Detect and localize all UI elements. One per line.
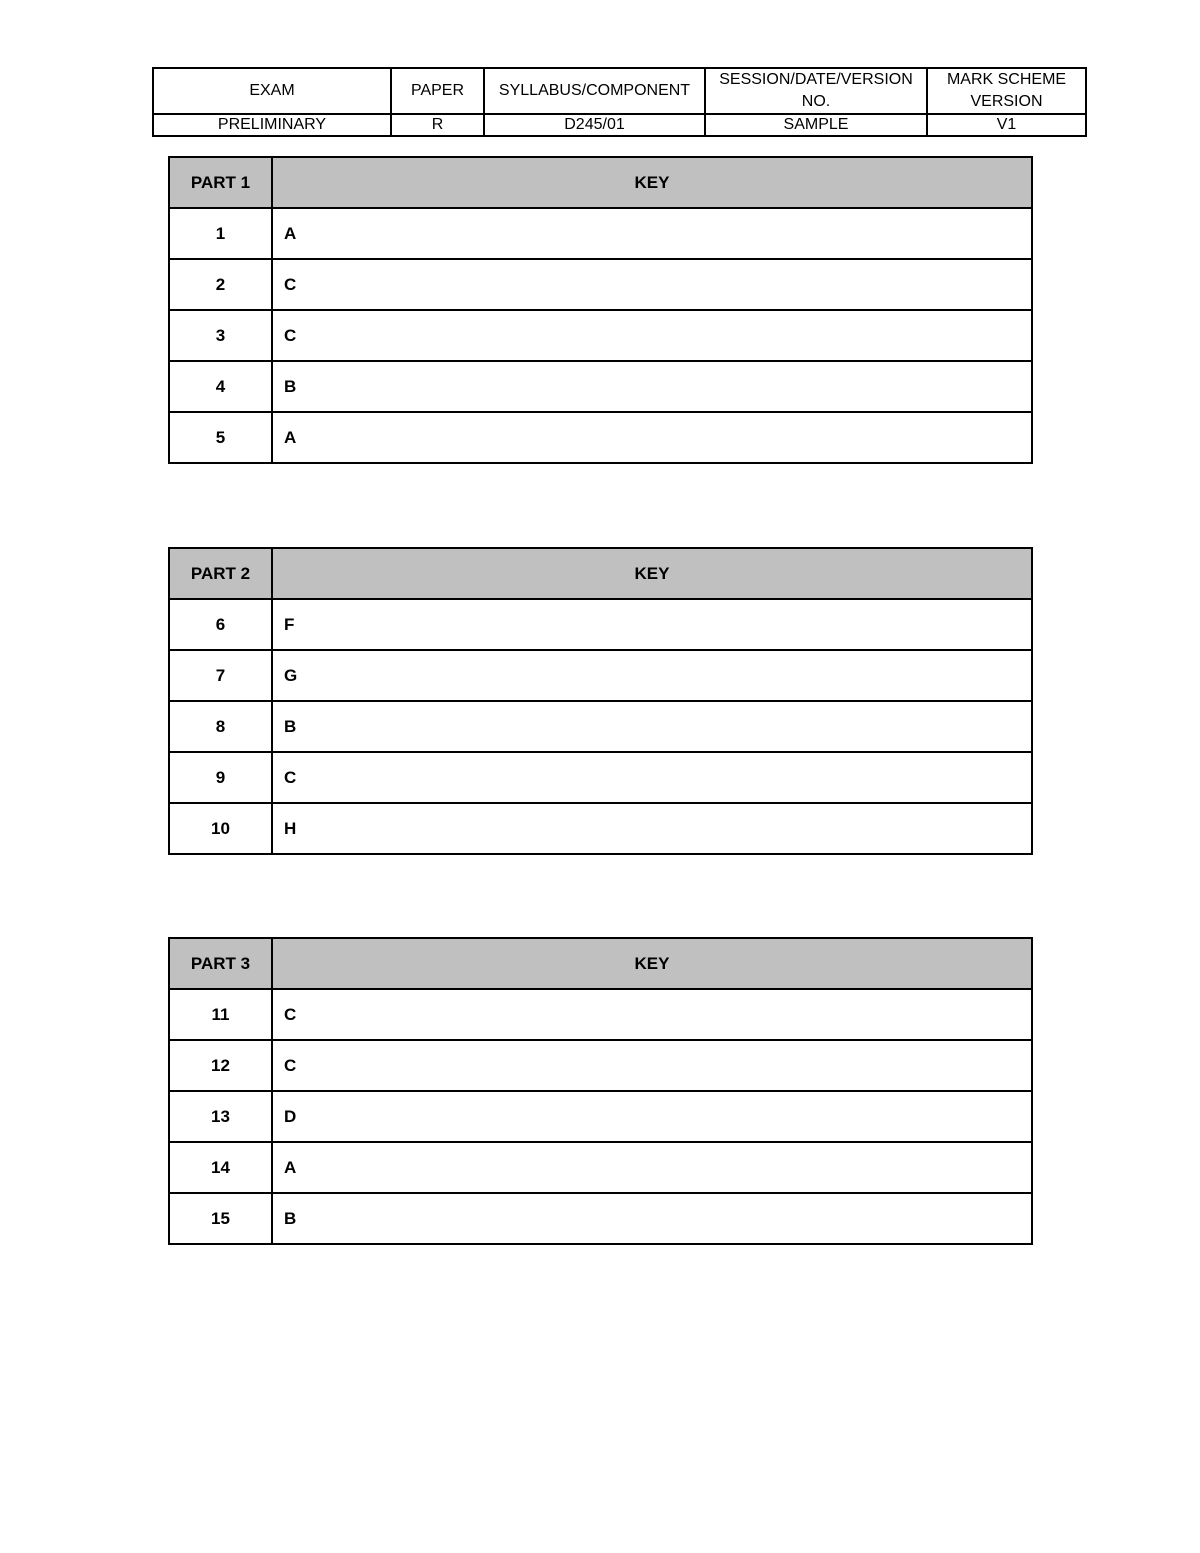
header-label-exam: EXAM — [153, 68, 391, 114]
header-label-session: SESSION/DATE/VERSION NO. — [705, 68, 927, 114]
question-number: 13 — [169, 1091, 272, 1142]
question-number: 5 — [169, 412, 272, 463]
key-column-header: KEY — [272, 548, 1032, 599]
answer-key: C — [272, 310, 1032, 361]
question-number: 6 — [169, 599, 272, 650]
header-values-row — [153, 114, 1086, 136]
question-number: 14 — [169, 1142, 272, 1193]
answer-key: D — [272, 1091, 1032, 1142]
table-row — [169, 599, 1032, 650]
header-value-session: SAMPLE — [705, 114, 927, 136]
table-row — [169, 208, 1032, 259]
header-label-version: MARK SCHEME VERSION — [927, 68, 1086, 114]
question-number: 9 — [169, 752, 272, 803]
answer-key: G — [272, 650, 1032, 701]
header-label-syllabus: SYLLABUS/COMPONENT — [484, 68, 705, 114]
table-row — [169, 1091, 1032, 1142]
header-value-exam: PRELIMINARY — [153, 114, 391, 136]
question-number: 4 — [169, 361, 272, 412]
table-row — [169, 752, 1032, 803]
key-column-header: KEY — [272, 157, 1032, 208]
answer-key: A — [272, 208, 1032, 259]
part-title: PART 3 — [169, 938, 272, 989]
table-row — [169, 1193, 1032, 1244]
key-table-header — [169, 157, 1032, 208]
header-label-paper: PAPER — [391, 68, 484, 114]
table-row — [169, 989, 1032, 1040]
header-value-syllabus: D245/01 — [484, 114, 705, 136]
part-1-key-table — [168, 156, 1033, 464]
table-row — [169, 1142, 1032, 1193]
table-row — [169, 650, 1032, 701]
question-number: 15 — [169, 1193, 272, 1244]
table-row — [169, 701, 1032, 752]
key-table-header — [169, 548, 1032, 599]
answer-key: B — [272, 1193, 1032, 1244]
answer-key: C — [272, 1040, 1032, 1091]
answer-key: H — [272, 803, 1032, 854]
table-row — [169, 310, 1032, 361]
table-row — [169, 259, 1032, 310]
answer-key: A — [272, 1142, 1032, 1193]
header-labels-row — [153, 68, 1086, 114]
answer-key: C — [272, 989, 1032, 1040]
question-number: 7 — [169, 650, 272, 701]
key-column-header: KEY — [272, 938, 1032, 989]
part-title: PART 1 — [169, 157, 272, 208]
question-number: 8 — [169, 701, 272, 752]
question-number: 2 — [169, 259, 272, 310]
header-value-version: V1 — [927, 114, 1086, 136]
question-number: 12 — [169, 1040, 272, 1091]
table-row — [169, 361, 1032, 412]
answer-key: B — [272, 701, 1032, 752]
question-number: 11 — [169, 989, 272, 1040]
key-table-header — [169, 938, 1032, 989]
question-number: 10 — [169, 803, 272, 854]
question-number: 3 — [169, 310, 272, 361]
part-title: PART 2 — [169, 548, 272, 599]
answer-key: C — [272, 752, 1032, 803]
table-row — [169, 1040, 1032, 1091]
answer-key: C — [272, 259, 1032, 310]
answer-key: F — [272, 599, 1032, 650]
question-number: 1 — [169, 208, 272, 259]
header-value-paper: R — [391, 114, 484, 136]
exam-header-table — [152, 67, 1087, 137]
answer-key: A — [272, 412, 1032, 463]
table-row — [169, 412, 1032, 463]
part-3-key-table — [168, 937, 1033, 1245]
part-2-key-table — [168, 547, 1033, 855]
answer-key: B — [272, 361, 1032, 412]
table-row — [169, 803, 1032, 854]
